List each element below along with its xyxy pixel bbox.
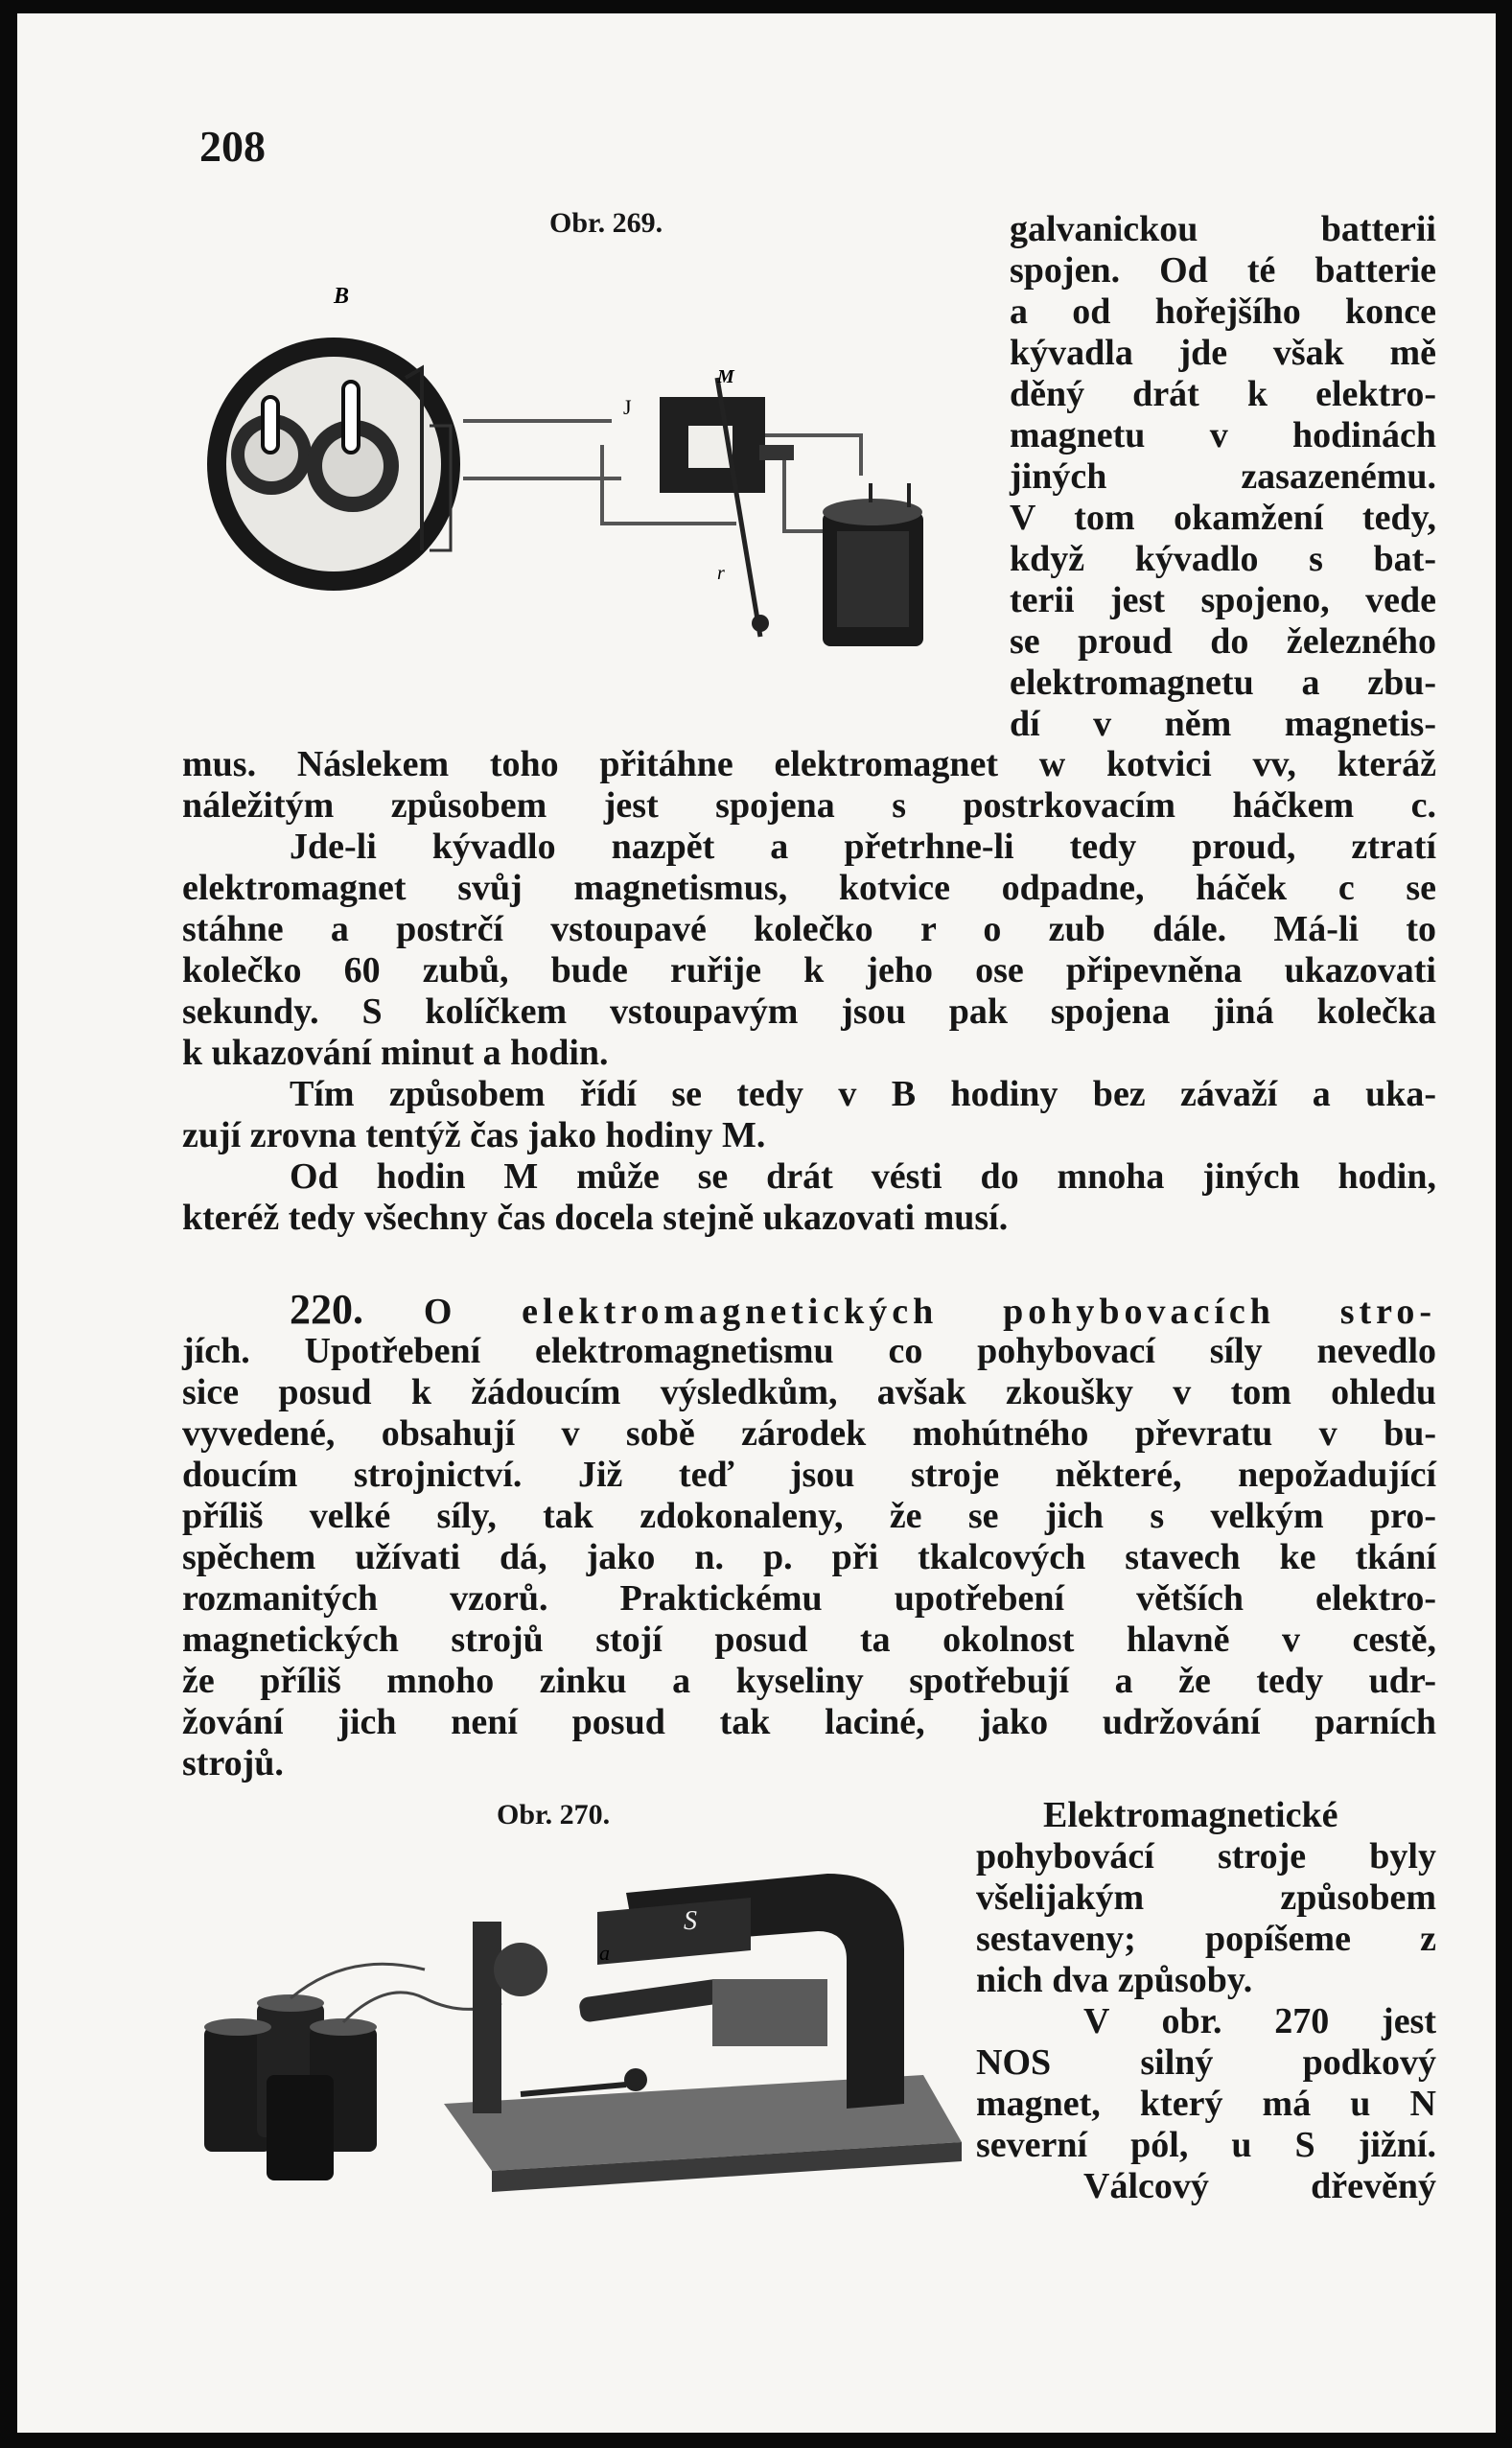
text-line: elektromagnetu a zbu- bbox=[1010, 663, 1436, 703]
text-line: zují zrovna tentýž čas jako hodiny M. bbox=[182, 1115, 766, 1155]
text-block-3 bbox=[976, 1795, 1436, 2217]
motor-drawing bbox=[444, 1874, 962, 2192]
text-line: Od hodin M může se drát vésti do mnoha jiných hodin, bbox=[290, 1156, 1436, 1197]
text-line: kývadla jde však mě bbox=[1010, 333, 1436, 373]
text-line: magnet, který má u N bbox=[976, 2084, 1436, 2124]
text-line: když kývadlo s bat- bbox=[1010, 539, 1436, 579]
text-line: NOS silný podkový bbox=[976, 2042, 1436, 2083]
text-line: pohybovácí stroje byly bbox=[976, 1836, 1436, 1877]
text-line: Tím způsobem řídí se tedy v B hodiny bez závaží a uka- bbox=[290, 1074, 1436, 1114]
text-line: Elektromagnetické bbox=[1043, 1795, 1338, 1835]
text-line: dí v něm magnetis- bbox=[1010, 704, 1436, 744]
book-page bbox=[17, 13, 1496, 2433]
text-line: severní pól, u S jižní. bbox=[976, 2125, 1436, 2165]
text-line: Jde-li kývadlo nazpět a přetrhne-li tedy proud, ztratí bbox=[290, 827, 1436, 867]
text-line: terii jest spojeno, vede bbox=[1010, 580, 1436, 620]
text-line: galvanickou batterii bbox=[1010, 209, 1436, 249]
page-number: 208 bbox=[199, 122, 266, 171]
text-line: děný drát k elektro- bbox=[1010, 374, 1436, 414]
text-line: že příliš mnoho zinku a kyseliny spotřebují a že tedy udr- bbox=[182, 1661, 1436, 1701]
text-line: žování jich není posud tak laciné, jako udržování parních bbox=[182, 1702, 1436, 1742]
section-number: 220. bbox=[290, 1286, 363, 1333]
figure-269-illustration bbox=[199, 263, 986, 665]
text-line: rozmanitých vzorů. Praktickému upotřebení větších elektro- bbox=[182, 1578, 1436, 1619]
text-line: kteréž tedy všechny čas docela stejně ukazovati musí. bbox=[182, 1198, 1009, 1238]
text-line: magnetu v hodinách bbox=[1010, 415, 1436, 455]
label-a: a bbox=[599, 1941, 610, 1965]
text-line: vyvedené, obsahují v sobě zárodek mohútného převratu v bu- bbox=[182, 1413, 1436, 1454]
text-line: příliš velké síly, tak zdokonaleny, že se jich s velkým pro- bbox=[182, 1496, 1436, 1536]
text-block-1 bbox=[1010, 209, 1436, 746]
label-m: M bbox=[717, 366, 734, 387]
label-j: J bbox=[623, 395, 632, 419]
text-line: se proud do železného bbox=[1010, 621, 1436, 662]
battery-drawing bbox=[823, 483, 923, 646]
section-220 bbox=[182, 1286, 1436, 1797]
text-line: strojů. bbox=[182, 1743, 284, 1784]
text-line: spěchem užívati dá, jako n. p. při tkalcových stavech ke tkání bbox=[182, 1537, 1436, 1577]
text-line: V obr. 270 jest bbox=[1083, 2001, 1436, 2041]
text-line: k ukazování minut a hodin. bbox=[182, 1033, 609, 1073]
text-block-2 bbox=[182, 744, 1436, 1262]
clock-b-drawing bbox=[207, 338, 460, 591]
text-line: kolečko 60 zubů, bude ruřije k jeho ose připevněna ukazovati bbox=[182, 950, 1436, 991]
text-line: mus. Náslekem toho přitáhne elektromagnet w kotvici vv, kteráž bbox=[182, 744, 1436, 784]
text-line: sestaveny; popíšeme z bbox=[976, 1919, 1436, 1959]
text-line: doucím strojnictví. Již teď jsou stroje některé, nepožadující bbox=[182, 1455, 1436, 1495]
figure-269-caption: Obr. 269. bbox=[549, 207, 663, 239]
text-line: Válcový dřevěný bbox=[1083, 2166, 1436, 2206]
text-line: náležitým způsobem jest spojena s postrkovacím háčkem c. bbox=[182, 785, 1436, 826]
text-line: stáhne a postrčí vstoupavé kolečko r o zub dále. Má-li to bbox=[182, 909, 1436, 949]
batteries-drawing bbox=[204, 1994, 377, 2180]
label-r: r bbox=[717, 563, 725, 584]
section-title: O elektromagnetických pohybovacích stro- bbox=[423, 1292, 1436, 1332]
text-line: jiných zasazenému. bbox=[1010, 456, 1436, 497]
text-line: magnetických strojů stojí posud ta okolnost hlavně v cestě, bbox=[182, 1620, 1436, 1660]
text-line: jích. Upotřebení elektromagnetismu co pohybovací síly nevedlo bbox=[182, 1331, 1436, 1371]
text-line: sekundy. S kolíčkem vstoupavým jsou pak spojena jiná kolečka bbox=[182, 991, 1436, 1032]
text-line: spojen. Od té batterie bbox=[1010, 250, 1436, 291]
text-line: nich dva způsoby. bbox=[976, 1960, 1253, 2000]
text-line: sice posud k žádoucím výsledkům, avšak zkoušky v tom ohledu bbox=[182, 1372, 1436, 1412]
clock-m-drawing bbox=[660, 378, 794, 637]
text-line: V tom okamžení tedy, bbox=[1010, 498, 1436, 538]
figure-270-illustration bbox=[175, 1835, 971, 2219]
text-line: elektromagnet svůj magnetismus, kotvice odpadne, háček c se bbox=[182, 868, 1436, 908]
text-line: a od hořejšího konce bbox=[1010, 291, 1436, 332]
label-b: B bbox=[334, 284, 350, 309]
section-heading bbox=[290, 1286, 1436, 1333]
label-s: S bbox=[684, 1906, 697, 1936]
figure-270-caption: Obr. 270. bbox=[497, 1799, 611, 1830]
text-line: všelijakým způsobem bbox=[976, 1877, 1436, 1918]
